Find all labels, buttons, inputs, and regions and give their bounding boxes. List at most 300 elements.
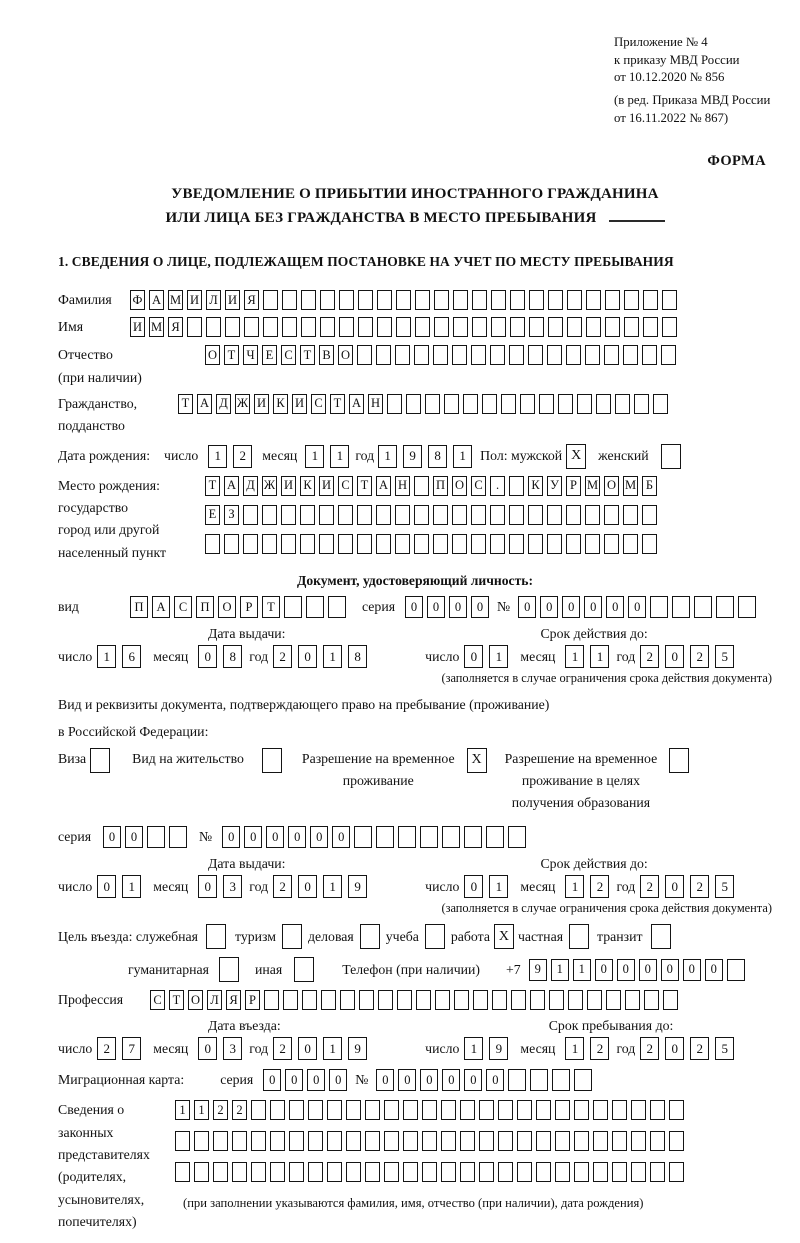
form-cell[interactable]: 2 — [213, 1100, 228, 1120]
form-cell[interactable] — [225, 317, 240, 337]
form-cell[interactable] — [354, 826, 372, 848]
form-cell[interactable] — [520, 394, 535, 414]
form-cell[interactable] — [357, 505, 372, 525]
form-cell[interactable] — [585, 345, 600, 365]
form-cell[interactable]: 7 — [122, 1037, 141, 1060]
form-cell[interactable] — [415, 290, 430, 310]
form-cell[interactable] — [357, 345, 372, 365]
form-cell[interactable] — [358, 290, 373, 310]
form-cell[interactable] — [384, 1131, 399, 1151]
form-cell[interactable]: 0 — [464, 645, 483, 668]
form-cell[interactable] — [634, 394, 649, 414]
form-cell[interactable]: К — [528, 476, 543, 496]
form-cell[interactable] — [501, 394, 516, 414]
form-cell[interactable] — [606, 990, 621, 1010]
form-cell[interactable]: 2 — [640, 875, 659, 898]
form-cell[interactable] — [441, 1162, 456, 1182]
form-cell[interactable]: Е — [262, 345, 277, 365]
form-cell[interactable]: А — [197, 394, 212, 414]
form-cell[interactable]: В — [319, 345, 334, 365]
form-cell[interactable] — [283, 990, 298, 1010]
form-cell[interactable] — [604, 534, 619, 554]
form-cell[interactable]: 0 — [420, 1069, 438, 1091]
form-cell[interactable]: С — [311, 394, 326, 414]
form-cell[interactable] — [454, 990, 469, 1010]
form-cell[interactable] — [205, 534, 220, 554]
form-cell[interactable]: П — [196, 596, 214, 618]
form-cell[interactable]: 2 — [690, 875, 709, 898]
form-cell[interactable] — [406, 394, 421, 414]
form-cell[interactable]: О — [205, 345, 220, 365]
form-cell[interactable]: А — [224, 476, 239, 496]
form-cell[interactable] — [403, 1131, 418, 1151]
form-cell[interactable] — [452, 534, 467, 554]
form-cell[interactable] — [567, 317, 582, 337]
form-cell[interactable] — [574, 1100, 589, 1120]
form-cell[interactable] — [586, 317, 601, 337]
form-cell[interactable]: 0 — [665, 875, 684, 898]
form-cell[interactable] — [510, 317, 525, 337]
form-cell[interactable]: 2 — [690, 645, 709, 668]
form-cell[interactable] — [566, 534, 581, 554]
form-cell[interactable] — [623, 534, 638, 554]
form-cell[interactable]: 0 — [518, 596, 536, 618]
form-cell[interactable] — [403, 1100, 418, 1120]
form-cell[interactable] — [547, 534, 562, 554]
form-cell[interactable]: 1 — [489, 875, 508, 898]
form-cell[interactable] — [416, 990, 431, 1010]
form-cell[interactable] — [510, 290, 525, 310]
form-cell[interactable] — [727, 959, 745, 981]
form-cell[interactable] — [612, 1100, 627, 1120]
form-cell[interactable] — [650, 1100, 665, 1120]
form-cell[interactable] — [289, 1162, 304, 1182]
form-cell[interactable] — [453, 317, 468, 337]
form-cell[interactable]: 0 — [595, 959, 613, 981]
form-cell[interactable] — [442, 826, 460, 848]
form-cell[interactable] — [319, 534, 334, 554]
form-cell[interactable] — [301, 290, 316, 310]
form-cell[interactable]: 0 — [310, 826, 328, 848]
form-cell[interactable] — [716, 596, 734, 618]
form-cell[interactable]: Ф — [130, 290, 145, 310]
form-cell[interactable]: 5 — [715, 645, 734, 668]
form-cell[interactable]: 1 — [175, 1100, 190, 1120]
form-cell[interactable] — [320, 317, 335, 337]
form-cell[interactable] — [574, 1131, 589, 1151]
form-cell[interactable] — [435, 990, 450, 1010]
form-cell[interactable]: И — [130, 317, 145, 337]
form-cell[interactable]: 5 — [715, 1037, 734, 1060]
form-cell[interactable]: М — [623, 476, 638, 496]
form-cell[interactable]: С — [174, 596, 192, 618]
form-cell[interactable] — [548, 317, 563, 337]
form-cell[interactable]: У — [547, 476, 562, 496]
form-cell[interactable] — [482, 394, 497, 414]
form-cell[interactable] — [284, 596, 302, 618]
form-cell[interactable] — [604, 505, 619, 525]
form-cell[interactable]: М — [168, 290, 183, 310]
form-cell[interactable]: 1 — [565, 1037, 584, 1060]
form-cell[interactable] — [376, 345, 391, 365]
form-cell[interactable] — [508, 1069, 526, 1091]
form-cell[interactable]: X — [494, 924, 514, 949]
form-cell[interactable] — [623, 345, 638, 365]
form-cell[interactable]: Р — [566, 476, 581, 496]
form-cell[interactable] — [631, 1100, 646, 1120]
form-cell[interactable]: 0 — [266, 826, 284, 848]
form-cell[interactable]: И — [281, 476, 296, 496]
form-cell[interactable]: 0 — [606, 596, 624, 618]
form-cell[interactable] — [357, 534, 372, 554]
form-cell[interactable] — [147, 826, 165, 848]
form-cell[interactable] — [738, 596, 756, 618]
form-cell[interactable] — [319, 505, 334, 525]
form-cell[interactable] — [650, 1162, 665, 1182]
form-cell[interactable] — [585, 534, 600, 554]
form-cell[interactable] — [359, 990, 374, 1010]
form-cell[interactable]: 0 — [442, 1069, 460, 1091]
form-cell[interactable] — [498, 1162, 513, 1182]
form-cell[interactable] — [281, 505, 296, 525]
form-cell[interactable] — [625, 990, 640, 1010]
form-cell[interactable] — [642, 534, 657, 554]
form-cell[interactable]: Т — [169, 990, 184, 1010]
form-cell[interactable] — [574, 1069, 592, 1091]
form-cell[interactable] — [251, 1100, 266, 1120]
form-cell[interactable]: 0 — [665, 645, 684, 668]
form-cell[interactable]: Ч — [243, 345, 258, 365]
form-cell[interactable] — [338, 534, 353, 554]
form-cell[interactable] — [327, 1162, 342, 1182]
form-cell[interactable]: М — [149, 317, 164, 337]
form-cell[interactable] — [453, 290, 468, 310]
form-cell[interactable]: Д — [243, 476, 258, 496]
form-cell[interactable] — [669, 1162, 684, 1182]
form-cell[interactable] — [568, 990, 583, 1010]
form-cell[interactable] — [498, 1100, 513, 1120]
form-cell[interactable]: Т — [178, 394, 193, 414]
form-cell[interactable] — [387, 394, 402, 414]
form-cell[interactable] — [555, 1131, 570, 1151]
form-cell[interactable]: 0 — [584, 596, 602, 618]
form-cell[interactable] — [530, 1069, 548, 1091]
form-cell[interactable]: З — [224, 505, 239, 525]
form-cell[interactable]: Т — [330, 394, 345, 414]
form-cell[interactable] — [378, 990, 393, 1010]
form-cell[interactable]: Д — [216, 394, 231, 414]
form-cell[interactable] — [642, 345, 657, 365]
form-cell[interactable] — [491, 317, 506, 337]
form-cell[interactable] — [536, 1131, 551, 1151]
form-cell[interactable]: Т — [357, 476, 372, 496]
form-cell[interactable]: 0 — [198, 875, 217, 898]
form-cell[interactable]: 1 — [464, 1037, 483, 1060]
form-cell[interactable]: 2 — [273, 645, 292, 668]
form-cell[interactable] — [262, 505, 277, 525]
form-cell[interactable] — [509, 345, 524, 365]
form-cell[interactable] — [289, 1131, 304, 1151]
form-cell[interactable] — [471, 534, 486, 554]
form-cell[interactable]: 0 — [617, 959, 635, 981]
form-cell[interactable]: К — [273, 394, 288, 414]
form-cell[interactable] — [615, 394, 630, 414]
form-cell[interactable] — [175, 1131, 190, 1151]
form-cell[interactable] — [566, 345, 581, 365]
form-cell[interactable]: 2 — [640, 645, 659, 668]
form-cell[interactable]: 6 — [122, 645, 141, 668]
form-cell[interactable]: 1 — [565, 875, 584, 898]
form-cell[interactable]: А — [376, 476, 391, 496]
form-cell[interactable]: 0 — [639, 959, 657, 981]
form-cell[interactable]: 5 — [715, 875, 734, 898]
form-cell[interactable] — [243, 534, 258, 554]
form-cell[interactable]: 1 — [323, 1037, 342, 1060]
form-cell[interactable] — [669, 1131, 684, 1151]
form-cell[interactable] — [213, 1131, 228, 1151]
form-cell[interactable] — [270, 1131, 285, 1151]
form-cell[interactable] — [194, 1131, 209, 1151]
form-cell[interactable] — [547, 345, 562, 365]
form-cell[interactable] — [587, 990, 602, 1010]
form-cell[interactable] — [643, 290, 658, 310]
form-cell[interactable] — [663, 990, 678, 1010]
form-cell[interactable] — [548, 290, 563, 310]
form-cell[interactable] — [282, 924, 302, 949]
form-cell[interactable] — [593, 1100, 608, 1120]
form-cell[interactable] — [486, 826, 504, 848]
form-cell[interactable] — [306, 596, 324, 618]
form-cell[interactable] — [547, 505, 562, 525]
form-cell[interactable] — [206, 924, 226, 949]
form-cell[interactable]: 0 — [540, 596, 558, 618]
form-cell[interactable] — [528, 345, 543, 365]
form-cell[interactable]: С — [281, 345, 296, 365]
form-cell[interactable] — [491, 290, 506, 310]
form-cell[interactable] — [472, 290, 487, 310]
form-cell[interactable] — [365, 1162, 380, 1182]
form-cell[interactable]: 9 — [529, 959, 547, 981]
form-cell[interactable] — [473, 990, 488, 1010]
form-cell[interactable]: Н — [368, 394, 383, 414]
form-cell[interactable] — [384, 1162, 399, 1182]
form-cell[interactable]: 0 — [307, 1069, 325, 1091]
form-cell[interactable]: Р — [245, 990, 260, 1010]
form-cell[interactable]: 0 — [97, 875, 116, 898]
form-cell[interactable]: О — [218, 596, 236, 618]
form-cell[interactable]: И — [292, 394, 307, 414]
form-cell[interactable] — [365, 1131, 380, 1151]
form-cell[interactable] — [558, 394, 573, 414]
form-cell[interactable] — [433, 505, 448, 525]
form-cell[interactable] — [464, 826, 482, 848]
form-cell[interactable] — [694, 596, 712, 618]
form-cell[interactable]: И — [187, 290, 202, 310]
form-cell[interactable] — [414, 476, 429, 496]
form-cell[interactable]: 2 — [590, 1037, 609, 1060]
form-cell[interactable]: 2 — [233, 445, 252, 468]
form-cell[interactable] — [434, 317, 449, 337]
form-cell[interactable] — [528, 505, 543, 525]
form-cell[interactable]: 1 — [305, 445, 324, 468]
form-cell[interactable] — [492, 990, 507, 1010]
form-cell[interactable]: К — [300, 476, 315, 496]
form-cell[interactable]: 1 — [565, 645, 584, 668]
form-cell[interactable] — [441, 1100, 456, 1120]
form-cell[interactable]: 0 — [628, 596, 646, 618]
form-cell[interactable] — [365, 1100, 380, 1120]
form-cell[interactable] — [604, 345, 619, 365]
form-cell[interactable]: 1 — [323, 875, 342, 898]
form-cell[interactable] — [517, 1100, 532, 1120]
form-cell[interactable] — [596, 394, 611, 414]
form-cell[interactable] — [530, 990, 545, 1010]
form-cell[interactable]: X — [467, 748, 487, 773]
form-cell[interactable]: 0 — [486, 1069, 504, 1091]
form-cell[interactable] — [490, 534, 505, 554]
form-cell[interactable]: 3 — [223, 1037, 242, 1060]
form-cell[interactable]: 3 — [223, 875, 242, 898]
form-cell[interactable] — [338, 505, 353, 525]
form-cell[interactable] — [490, 345, 505, 365]
form-cell[interactable] — [263, 317, 278, 337]
form-cell[interactable] — [577, 394, 592, 414]
form-cell[interactable] — [549, 990, 564, 1010]
form-cell[interactable]: С — [150, 990, 165, 1010]
form-cell[interactable] — [425, 394, 440, 414]
form-cell[interactable] — [262, 534, 277, 554]
form-cell[interactable]: С — [471, 476, 486, 496]
form-cell[interactable]: Е — [205, 505, 220, 525]
form-cell[interactable] — [403, 1162, 418, 1182]
form-cell[interactable] — [569, 924, 589, 949]
form-cell[interactable]: 0 — [298, 645, 317, 668]
form-cell[interactable]: А — [349, 394, 364, 414]
form-cell[interactable]: Я — [244, 290, 259, 310]
form-cell[interactable] — [444, 394, 459, 414]
form-cell[interactable] — [270, 1100, 285, 1120]
form-cell[interactable]: О — [452, 476, 467, 496]
form-cell[interactable] — [415, 317, 430, 337]
form-cell[interactable]: 2 — [273, 1037, 292, 1060]
form-cell[interactable] — [452, 505, 467, 525]
form-cell[interactable] — [194, 1162, 209, 1182]
form-cell[interactable]: 0 — [332, 826, 350, 848]
form-cell[interactable] — [422, 1162, 437, 1182]
form-cell[interactable] — [605, 290, 620, 310]
form-cell[interactable] — [213, 1162, 228, 1182]
form-cell[interactable] — [425, 924, 445, 949]
form-cell[interactable]: П — [130, 596, 148, 618]
form-cell[interactable] — [529, 290, 544, 310]
form-cell[interactable]: Ж — [235, 394, 250, 414]
form-cell[interactable] — [631, 1131, 646, 1151]
form-cell[interactable] — [511, 990, 526, 1010]
form-cell[interactable] — [479, 1131, 494, 1151]
form-cell[interactable] — [586, 290, 601, 310]
form-cell[interactable] — [585, 505, 600, 525]
form-cell[interactable] — [376, 505, 391, 525]
form-cell[interactable] — [651, 924, 671, 949]
form-cell[interactable]: Я — [168, 317, 183, 337]
form-cell[interactable]: 1 — [453, 445, 472, 468]
form-cell[interactable]: X — [566, 444, 586, 469]
form-cell[interactable] — [340, 990, 355, 1010]
form-cell[interactable] — [662, 317, 677, 337]
form-cell[interactable]: 2 — [590, 875, 609, 898]
form-cell[interactable] — [302, 990, 317, 1010]
form-cell[interactable] — [264, 990, 279, 1010]
form-cell[interactable]: 9 — [489, 1037, 508, 1060]
form-cell[interactable]: 2 — [232, 1100, 247, 1120]
form-cell[interactable] — [612, 1131, 627, 1151]
form-cell[interactable]: 0 — [244, 826, 262, 848]
form-cell[interactable] — [642, 505, 657, 525]
form-cell[interactable] — [308, 1131, 323, 1151]
form-cell[interactable]: 0 — [665, 1037, 684, 1060]
form-cell[interactable]: 0 — [298, 875, 317, 898]
form-cell[interactable]: Т — [262, 596, 280, 618]
form-cell[interactable]: 1 — [122, 875, 141, 898]
form-cell[interactable] — [669, 1100, 684, 1120]
form-cell[interactable]: Ж — [262, 476, 277, 496]
form-cell[interactable]: О — [338, 345, 353, 365]
form-cell[interactable]: 0 — [285, 1069, 303, 1091]
form-cell[interactable] — [433, 534, 448, 554]
form-cell[interactable]: 1 — [551, 959, 569, 981]
form-cell[interactable] — [536, 1162, 551, 1182]
form-cell[interactable] — [414, 505, 429, 525]
form-cell[interactable]: 8 — [223, 645, 242, 668]
form-cell[interactable]: 2 — [273, 875, 292, 898]
form-cell[interactable]: 0 — [329, 1069, 347, 1091]
form-cell[interactable]: 1 — [323, 645, 342, 668]
form-cell[interactable] — [358, 317, 373, 337]
form-cell[interactable] — [593, 1131, 608, 1151]
form-cell[interactable] — [471, 505, 486, 525]
form-cell[interactable]: С — [338, 476, 353, 496]
form-cell[interactable] — [460, 1100, 475, 1120]
form-cell[interactable]: 0 — [288, 826, 306, 848]
form-cell[interactable] — [631, 1162, 646, 1182]
form-cell[interactable] — [339, 290, 354, 310]
form-cell[interactable] — [90, 748, 110, 773]
form-cell[interactable] — [567, 290, 582, 310]
form-cell[interactable] — [661, 345, 676, 365]
form-cell[interactable]: 9 — [403, 445, 422, 468]
form-cell[interactable] — [377, 290, 392, 310]
form-cell[interactable]: Р — [240, 596, 258, 618]
form-cell[interactable] — [422, 1131, 437, 1151]
form-cell[interactable]: 1 — [573, 959, 591, 981]
form-cell[interactable] — [398, 826, 416, 848]
form-cell[interactable]: Л — [206, 290, 221, 310]
form-cell[interactable] — [320, 290, 335, 310]
form-cell[interactable]: Я — [226, 990, 241, 1010]
form-cell[interactable] — [643, 317, 658, 337]
form-cell[interactable]: Н — [395, 476, 410, 496]
form-cell[interactable]: 8 — [428, 445, 447, 468]
form-cell[interactable] — [377, 317, 392, 337]
form-cell[interactable] — [508, 826, 526, 848]
form-cell[interactable]: И — [254, 394, 269, 414]
form-cell[interactable] — [376, 826, 394, 848]
form-cell[interactable] — [244, 317, 259, 337]
form-cell[interactable]: 0 — [376, 1069, 394, 1091]
form-cell[interactable]: 1 — [208, 445, 227, 468]
form-cell[interactable] — [661, 444, 681, 469]
form-cell[interactable] — [397, 990, 412, 1010]
